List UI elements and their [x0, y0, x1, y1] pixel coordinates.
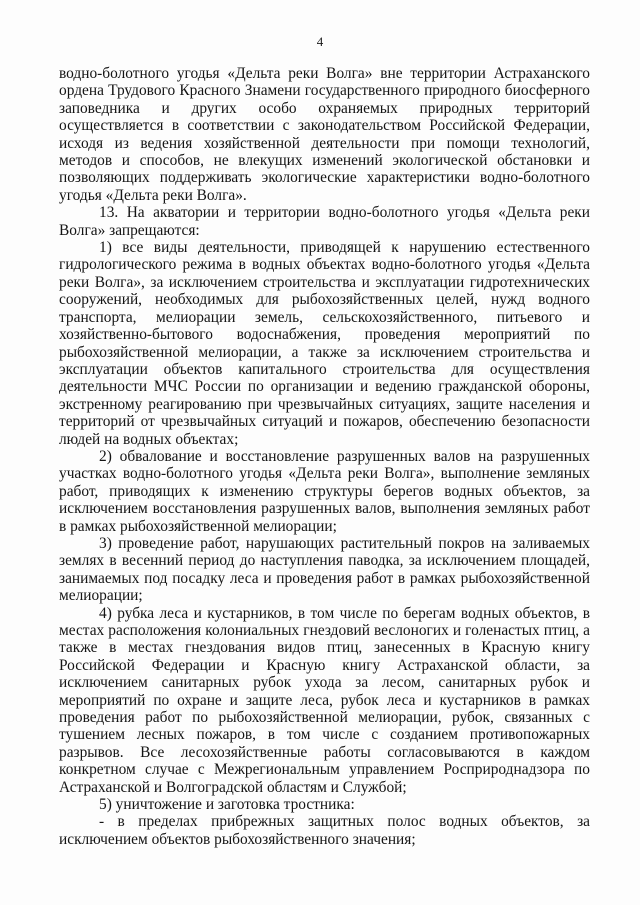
paragraph-subitem-2: 2) обвалование и восстановление разрушенных валов на разрушенных участках водно-болотного угодья «Дельта реки Волга», выполнение земляных работ, приводящих к изменению структуры берегов водных объектов, за исключением восстановления разрушенных валов, выполнения земляных работ в рамках рыбохозяйственной мелиорации;	[59, 447, 590, 535]
paragraph-item-13: 13. На акватории и территории водно-болотного угодья «Дельта реки Волга» запрещаются:	[59, 204, 590, 239]
paragraph-subitem-3: 3) проведение работ, нарушающих растительный покров на заливаемых землях в весенний период до наступления паводка, за исключением площадей, занимаемых под посадку леса и проведения работ в рамках рыбохозяйственной мелиорации;	[59, 534, 590, 605]
paragraph-dash-item: - в пределах прибрежных защитных полос водных объектов, за исключением объектов рыбохозяйственного значения;	[59, 813, 590, 848]
paragraph-continuation: водно-болотного угодья «Дельта реки Волга» вне территории Астраханского ордена Трудового Красного Знамени государственного природного биосферного заповедника и других особо охраняемых природных территорий осуществляется в соответствии с законодательством Российской Федерации, исходя из ведения хозяйственной деятельности при помощи технологий, методов и способов, не влекущих изменений экологической обстановки и позволяющих поддерживать экологические характеристики водно-болотного угодья «Дельта реки Волга».	[59, 65, 590, 204]
document-body	[59, 65, 590, 848]
paragraph-subitem-1: 1) все виды деятельности, приводящей к нарушению естественного гидрологического режима в водных объектах водно-болотного угодья «Дельта реки Волга», за исключением строительства и эксплуатации гидротехнических сооружений, необходимых для рыбохозяйственных целей, нужд водного транспорта, мелиорации земель, сельскохозяйственного, питьевого и хозяйственно-бытового водоснабжения, проведения мероприятий по рыбохозяйственной мелиорации, а также за исключением строительства и эксплуатации объектов капитального строительства для осуществления деятельности МЧС России по организации и ведению гражданской обороны, экстренному реагированию при чрезвычайных ситуациях, защите населения и территорий от чрезвычайных ситуаций и пожаров, обеспечению безопасности людей на водных объектах;	[59, 239, 590, 448]
paragraph-subitem-5: 5) уничтожение и заготовка тростника:	[99, 796, 355, 814]
page-number: 4	[316, 34, 324, 49]
paragraph-subitem-4: 4) рубка леса и кустарников, в том числе по берегам водных объектов, в местах расположения колониальных гнездовий веслоногих и голенастых птиц, а также в местах гнездования видов птиц, занесенных в Красную книгу Российской Федерации и Красную книгу Астраханской области, за исключением санитарных рубок ухода за лесом, санитарных рубок и мероприятий по охране и защите леса, рубок леса и кустарников в рамках проведения работ по рыбохозяйственной мелиорации, рубок, связанных с тушением лесных пожаров, в том числе с созданием противопожарных разрывов. Все лесохозяйственные работы согласовываются в каждом конкретном случае с Межрегиональным управлением Росприроднадзора по Астраханской и Волгоградской областям и Службой;	[59, 604, 590, 796]
